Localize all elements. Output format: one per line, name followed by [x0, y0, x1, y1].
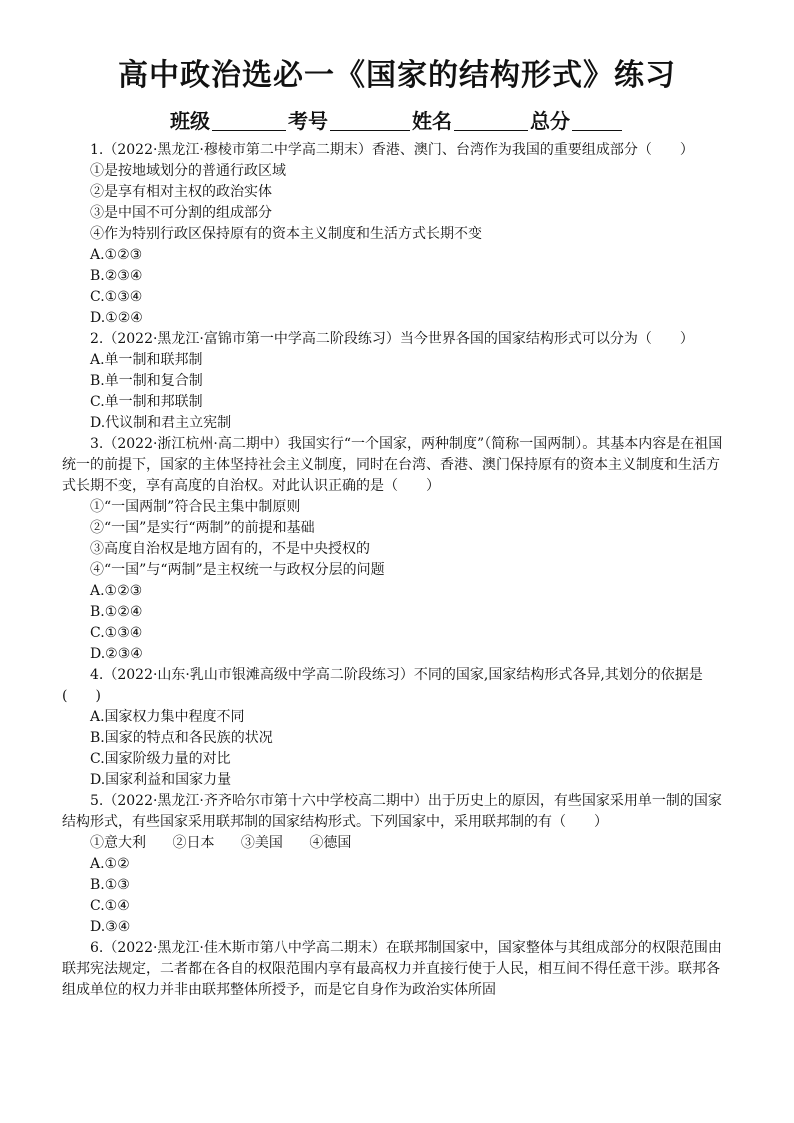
- student-info-row: [62, 106, 732, 136]
- statement: ③美国: [240, 835, 283, 851]
- statement: ②是享有相对主权的政治实体: [90, 184, 272, 200]
- option-d: D.代议制和君主立宪制: [90, 415, 232, 431]
- option-a: A.①②③: [90, 583, 143, 599]
- page-title: 高中政治选必一《国家的结构形式》练习: [118, 58, 676, 93]
- option-b: B.①②④: [90, 604, 143, 620]
- exam-no-blank[interactable]: [330, 110, 410, 131]
- option-a: A.①②: [90, 856, 130, 872]
- class-label: 班级: [170, 109, 210, 133]
- statement: ①是按地域划分的普通行政区域: [90, 163, 286, 179]
- question-stem: 6.（2022·黑龙江·佳木斯市第八中学高二期末）在联邦制国家中，国家整体与其组成部分的权限范围由联邦宪法规定，二者都在各自的权限范围内享有最高权力并直接行使于人民，相互间不得任意干涉。联邦各组成单位的权力并非由联邦整体所授予，而是它自身作为政治实体所固: [62, 940, 722, 998]
- option-c: C.国家阶级力量的对比: [90, 751, 231, 767]
- statement: ③高度自治权是地方固有的，不是中央授权的: [90, 541, 370, 557]
- option-b: B.国家的特点和各民族的状况: [90, 730, 273, 746]
- option-c: C.①④: [90, 898, 130, 914]
- statement-row: [90, 833, 732, 854]
- question-3: [62, 434, 732, 665]
- option-b: B.②③④: [90, 268, 143, 284]
- statement: ①意大利: [90, 835, 146, 851]
- option-c: C.①③④: [90, 289, 143, 305]
- option-b: B.单一制和复合制: [90, 373, 203, 389]
- statement: ④“一国”与“两制”是主权统一与政权分层的问题: [90, 562, 385, 578]
- option-d: D.国家利益和国家力量: [90, 772, 232, 788]
- name-blank[interactable]: [454, 110, 528, 131]
- option-a: A.单一制和联邦制: [90, 352, 203, 368]
- statement: ④德国: [309, 835, 352, 851]
- question-4: [62, 665, 732, 791]
- statement: ③是中国不可分割的组成部分: [90, 205, 272, 221]
- option-c: C.①③④: [90, 625, 143, 641]
- option-a: A.国家权力集中程度不同: [90, 709, 245, 725]
- question-5: [62, 791, 732, 938]
- exam-no-label: 考号: [288, 109, 328, 133]
- question-6: [62, 938, 732, 1001]
- question-stem: 2.（2022·黑龙江·富锦市第一中学高二阶段练习）当今世界各国的国家结构形式可以分为（ ）: [90, 331, 694, 347]
- question-1: [62, 140, 732, 329]
- option-c: C.单一制和邦联制: [90, 394, 203, 410]
- class-blank[interactable]: [212, 110, 286, 131]
- question-stem: 5.（2022·黑龙江·齐齐哈尔市第十六中学校高二期中）出于历史上的原因，有些国家采用单一制的国家结构形式，有些国家采用联邦制的国家结构形式。下列国家中，采用联邦制的有（ ）: [62, 793, 722, 830]
- option-d: D.②③④: [90, 646, 143, 662]
- question-stem: 4.（2022·山东·乳山市银滩高级中学高二阶段练习）不同的国家,国家结构形式各异,其划分的依据是( ): [62, 667, 703, 704]
- name-label: 姓名: [412, 109, 452, 133]
- statement: ②“一国”是实行“两制”的前提和基础: [90, 520, 315, 536]
- score-label: 总分: [530, 109, 570, 133]
- option-b: B.①③: [90, 877, 130, 893]
- statement: ①“一国两制”符合民主集中制原则: [90, 499, 301, 515]
- question-stem: 1.（2022·黑龙江·穆棱市第二中学高二期末）香港、澳门、台湾作为我国的重要组成部分（ ）: [90, 142, 694, 158]
- option-d: D.①②④: [90, 310, 143, 326]
- statement: ②日本: [172, 835, 215, 851]
- question-2: [62, 329, 732, 434]
- option-a: A.①②③: [90, 247, 143, 263]
- statement: ④作为特别行政区保持原有的资本主义制度和生活方式长期不变: [90, 226, 482, 242]
- question-stem: 3.（2022·浙江杭州·高二期中）我国实行“一个国家，两种制度”（简称一国两制）。其基本内容是在祖国统一的前提下，国家的主体坚持社会主义制度，同时在台湾、香港、澳门保持原有的资本主义制度和生活方式长期不变，享有高度的自治权。对此认识正确的是（ ）: [62, 436, 723, 494]
- score-blank[interactable]: [572, 110, 622, 131]
- option-d: D.③④: [90, 919, 131, 935]
